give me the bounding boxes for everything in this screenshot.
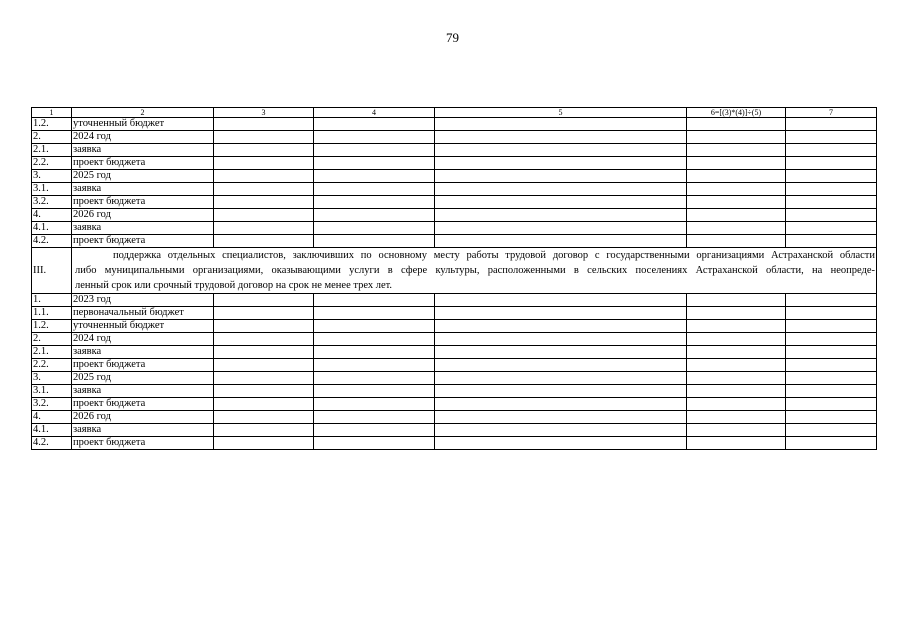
row-label: уточненный бюджет [72,118,214,131]
value-cell [786,398,877,411]
section-description-line: поддержка отдельных специалистов, заключивших по основному месту работы трудовой договор с государственными организациями Астраханской области [113,250,875,261]
table-row [32,196,877,209]
row-label: заявка [72,346,214,359]
row-number: 2. [32,333,72,346]
value-cell [314,424,435,437]
row-number: 4.1. [32,424,72,437]
value-cell [435,131,687,144]
value-cell [214,144,314,157]
value-cell [435,235,687,248]
value-cell [786,222,877,235]
value-cell [435,411,687,424]
row-label: проект бюджета [72,196,214,209]
value-cell [314,170,435,183]
table-row [32,294,877,307]
value-cell [214,333,314,346]
row-label: 2025 год [72,372,214,385]
value-cell [435,320,687,333]
value-cell [687,183,786,196]
row-label: проект бюджета [72,398,214,411]
value-cell [214,209,314,222]
value-cell [435,424,687,437]
value-cell [687,294,786,307]
value-cell [314,411,435,424]
section-number: III. [32,248,72,294]
value-cell [786,411,877,424]
value-cell [214,346,314,359]
value-cell [786,209,877,222]
column-number-cell: 4 [314,108,435,118]
row-number: 1.1. [32,307,72,320]
row-number: 1.2. [32,320,72,333]
value-cell [214,372,314,385]
value-cell [435,170,687,183]
value-cell [435,209,687,222]
value-cell [687,235,786,248]
table-row [32,372,877,385]
value-cell [214,424,314,437]
value-cell [214,222,314,235]
value-cell [687,144,786,157]
value-cell [214,118,314,131]
value-cell [687,196,786,209]
value-cell [687,359,786,372]
row-label: 2024 год [72,131,214,144]
value-cell [687,222,786,235]
value-cell [214,196,314,209]
row-number: 2.1. [32,144,72,157]
row-number: 3.1. [32,385,72,398]
table-row [32,235,877,248]
value-cell [687,372,786,385]
value-cell [214,294,314,307]
table-row [32,118,877,131]
row-number: 1. [32,294,72,307]
table-row [32,170,877,183]
value-cell [435,307,687,320]
row-label: проект бюджета [72,157,214,170]
value-cell [687,424,786,437]
value-cell [786,294,877,307]
value-cell [786,131,877,144]
row-number: 4. [32,209,72,222]
row-label: первоначальный бюджет [72,307,214,320]
value-cell [786,157,877,170]
column-number-cell: 6=[(3)*(4)]÷(5) [687,108,786,118]
value-cell [314,437,435,450]
table-row [32,320,877,333]
value-cell [435,398,687,411]
row-label: заявка [72,385,214,398]
value-cell [314,183,435,196]
value-cell [786,118,877,131]
table-row [32,209,877,222]
value-cell [786,196,877,209]
value-cell [314,294,435,307]
column-number-cell: 1 [32,108,72,118]
value-cell [314,320,435,333]
value-cell [786,424,877,437]
value-cell [435,196,687,209]
row-label: проект бюджета [72,359,214,372]
page-number: 79 [446,30,459,45]
value-cell [687,307,786,320]
value-cell [786,333,877,346]
table-row [32,359,877,372]
row-number: 1.2. [32,118,72,131]
row-number: 2.2. [32,359,72,372]
budget-table [31,107,877,450]
value-cell [314,131,435,144]
row-number: 2. [32,131,72,144]
row-number: 3.2. [32,398,72,411]
value-cell [314,157,435,170]
row-label: заявка [72,183,214,196]
value-cell [786,359,877,372]
value-cell [314,385,435,398]
value-cell [435,333,687,346]
value-cell [786,183,877,196]
row-number: 3. [32,170,72,183]
value-cell [786,307,877,320]
row-label: заявка [72,144,214,157]
value-cell [687,118,786,131]
value-cell [786,320,877,333]
row-label: 2023 год [72,294,214,307]
row-number: 3. [32,372,72,385]
column-number-cell: 5 [435,108,687,118]
table-row [32,157,877,170]
value-cell [314,307,435,320]
value-cell [687,437,786,450]
table-row [32,333,877,346]
column-number-cell: 3 [214,108,314,118]
section-description-line: ленный срок или срочный трудовой договор на срок не менее трех лет. [75,280,393,291]
row-number: 2.1. [32,346,72,359]
section-description [72,248,877,294]
table-row [32,222,877,235]
value-cell [214,183,314,196]
value-cell [214,359,314,372]
value-cell [435,183,687,196]
value-cell [435,144,687,157]
value-cell [687,157,786,170]
table-row [32,411,877,424]
value-cell [786,437,877,450]
row-label: 2026 год [72,209,214,222]
value-cell [314,333,435,346]
value-cell [435,346,687,359]
row-number: 4.1. [32,222,72,235]
row-label: заявка [72,222,214,235]
value-cell [314,359,435,372]
table-row [32,307,877,320]
value-cell [314,372,435,385]
value-cell [786,372,877,385]
value-cell [314,222,435,235]
value-cell [314,346,435,359]
table-row [32,424,877,437]
value-cell [687,170,786,183]
value-cell [687,333,786,346]
value-cell [214,437,314,450]
value-cell [214,385,314,398]
value-cell [786,235,877,248]
value-cell [314,209,435,222]
value-cell [214,320,314,333]
value-cell [214,170,314,183]
row-label: уточненный бюджет [72,320,214,333]
row-number: 4.2. [32,235,72,248]
value-cell [214,131,314,144]
value-cell [435,372,687,385]
value-cell [214,398,314,411]
row-number: 4.2. [32,437,72,450]
value-cell [786,144,877,157]
row-number: 4. [32,411,72,424]
table-row [32,131,877,144]
value-cell [435,385,687,398]
value-cell [314,118,435,131]
column-number-cell: 7 [786,108,877,118]
row-label: проект бюджета [72,437,214,450]
table-row [32,385,877,398]
value-cell [214,235,314,248]
value-cell [786,346,877,359]
value-cell [435,118,687,131]
table-row [32,437,877,450]
section-description-line: либо муниципальными организациями, оказывающими услуги в сфере культуры, расположенными в сельских поселениях Астраханской области, на неопреде- [75,265,875,276]
value-cell [687,385,786,398]
value-cell [214,307,314,320]
column-number-row [32,108,877,118]
value-cell [435,437,687,450]
row-label: 2026 год [72,411,214,424]
column-number-cell: 2 [72,108,214,118]
value-cell [786,170,877,183]
value-cell [435,222,687,235]
value-cell [435,294,687,307]
value-cell [314,144,435,157]
value-cell [687,131,786,144]
value-cell [687,209,786,222]
table-row [32,144,877,157]
value-cell [314,235,435,248]
table-row [32,398,877,411]
row-number: 3.2. [32,196,72,209]
value-cell [687,398,786,411]
row-label: 2025 год [72,170,214,183]
value-cell [435,157,687,170]
value-cell [314,398,435,411]
row-number: 2.2. [32,157,72,170]
row-label: 2024 год [72,333,214,346]
section-row [32,248,877,294]
table-row [32,183,877,196]
value-cell [687,346,786,359]
value-cell [687,320,786,333]
value-cell [314,196,435,209]
row-label: заявка [72,424,214,437]
value-cell [214,157,314,170]
value-cell [435,359,687,372]
value-cell [214,411,314,424]
row-label: проект бюджета [72,235,214,248]
row-number: 3.1. [32,183,72,196]
value-cell [687,411,786,424]
value-cell [786,385,877,398]
table-row [32,346,877,359]
